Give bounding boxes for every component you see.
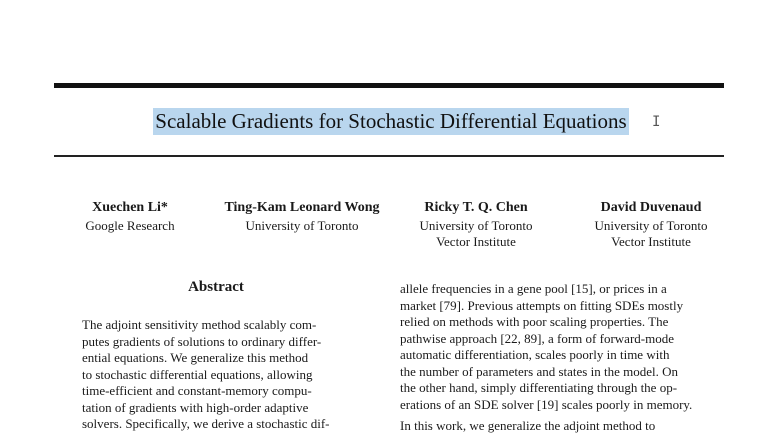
author-affiliation: Vector Institute [611, 234, 691, 249]
author-affiliation: Google Research [85, 218, 175, 233]
abstract-text [82, 317, 352, 433]
text-line: automatic differentiation, scales poorly in time with [400, 347, 670, 362]
author-block [578, 198, 724, 250]
text-line: ential equations. We generalize this method [82, 350, 309, 365]
author-name: Ricky T. Q. Chen [424, 200, 528, 215]
title-area [0, 108, 782, 135]
author-block [402, 198, 550, 250]
text-line: erations of an SDE solver [19] scales poorly in memory. [400, 396, 693, 412]
text-line: to stochastic differential equations, allowing [82, 366, 313, 382]
bottom-rule [54, 155, 724, 157]
text-line: tation of gradients with high-order adaptive [82, 399, 309, 415]
author-affiliation: University of Toronto [419, 218, 533, 233]
paper-title[interactable]: Scalable Gradients for Stochastic Differential Equations [155, 109, 627, 133]
author-block [70, 198, 190, 234]
text-line: the other hand, simply differentiating through the op- [400, 380, 678, 395]
text-line: the number of parameters and states in the model. On [400, 363, 678, 379]
author-name: Ting-Kam Leonard Wong [224, 200, 380, 215]
body-text-right [400, 281, 726, 413]
abstract-heading: Abstract [188, 279, 244, 295]
text-line: allele frequencies in a gene pool [15], or prices in a [400, 281, 667, 296]
top-rule [54, 83, 724, 88]
text-line: putes gradients of solutions to ordinary differ- [82, 333, 322, 349]
text-line: The adjoint sensitivity method scalably com- [82, 317, 317, 332]
author-block [206, 198, 398, 234]
author-affiliation: Vector Institute [436, 234, 516, 249]
text-cursor-icon: I [652, 114, 661, 130]
text-line: solvers. Specifically, we derive a stochastic dif- [82, 416, 330, 431]
author-affiliation: University of Toronto [594, 218, 708, 233]
intro-text-line: In this work, we generalize the adjoint method to [400, 418, 656, 433]
text-line: pathwise approach [22, 89], a form of forward-mode [400, 330, 674, 346]
text-line: time-efficient and constant-memory compu- [82, 383, 312, 398]
text-line: relied on methods with poor scaling properties. The [400, 314, 669, 329]
text-line: market [79]. Previous attempts on fitting SDEs mostly [400, 297, 684, 313]
author-name: Xuechen Li* [92, 200, 168, 215]
author-name: David Duvenaud [600, 200, 702, 215]
author-affiliation: University of Toronto [245, 218, 359, 233]
